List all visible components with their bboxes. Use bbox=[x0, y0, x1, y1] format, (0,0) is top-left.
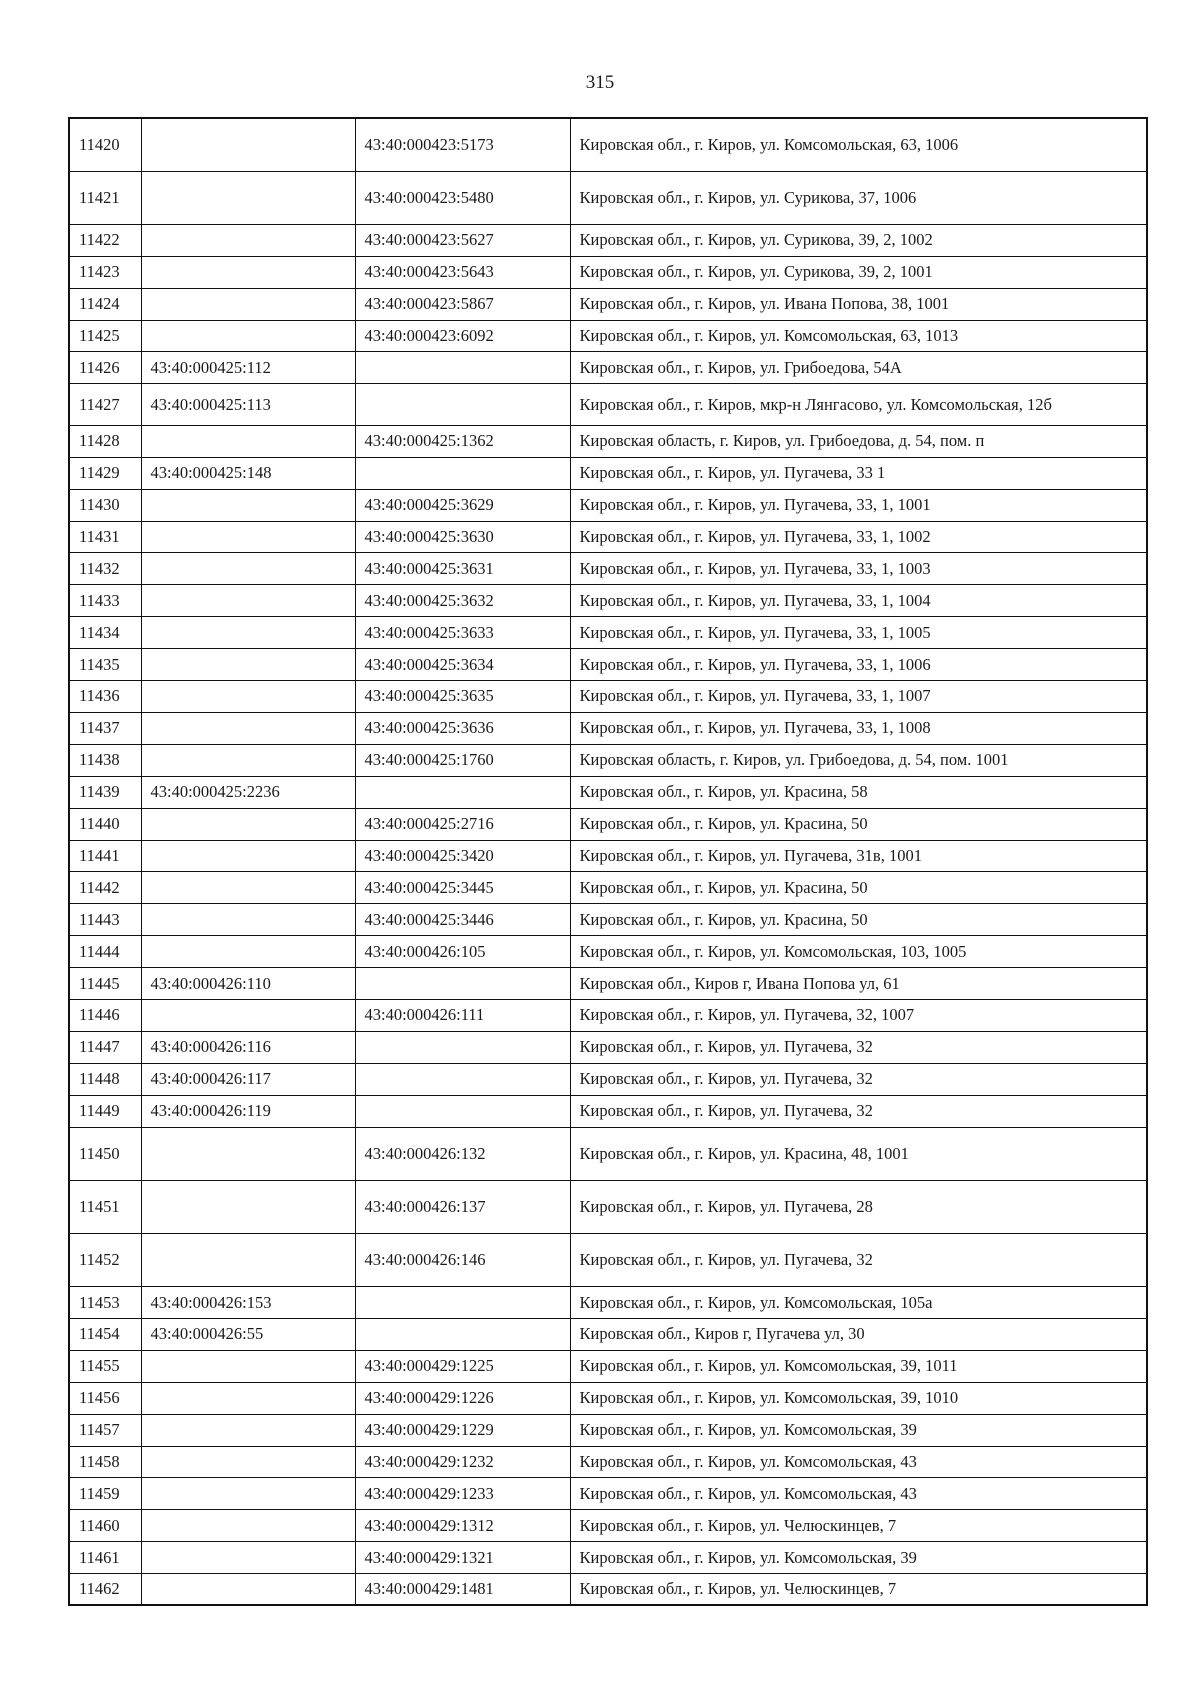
address-cell: Кировская обл., г. Киров, ул. Комсомольская, 39, 1011 bbox=[570, 1350, 1147, 1382]
cadastral-object-cell: 43:40:000423:5173 bbox=[355, 118, 570, 171]
row-number-cell: 11423 bbox=[69, 256, 141, 288]
row-number-cell: 11437 bbox=[69, 712, 141, 744]
cadastral-object-cell: 43:40:000425:3634 bbox=[355, 649, 570, 681]
cadastral-object-cell bbox=[355, 1318, 570, 1350]
row-number-cell: 11448 bbox=[69, 1063, 141, 1095]
cadastral-land-cell bbox=[141, 1350, 355, 1382]
cadastral-land-cell bbox=[141, 256, 355, 288]
address-cell: Кировская обл., г. Киров, мкр-н Лянгасово, ул. Комсомольская, 12б bbox=[570, 384, 1147, 426]
cadastral-land-cell bbox=[141, 1478, 355, 1510]
address-cell: Кировская обл., г. Киров, ул. Комсомольская, 103, 1005 bbox=[570, 936, 1147, 968]
address-cell: Кировская обл., г. Киров, ул. Сурикова, 39, 2, 1002 bbox=[570, 224, 1147, 256]
address-cell: Кировская обл., г. Киров, ул. Пугачева, 33, 1, 1002 bbox=[570, 521, 1147, 553]
cadastral-object-cell: 43:40:000425:3636 bbox=[355, 712, 570, 744]
address-cell: Кировская обл., г. Киров, ул. Комсомольская, 105а bbox=[570, 1287, 1147, 1319]
cadastral-land-cell bbox=[141, 617, 355, 649]
address-cell: Кировская обл., Киров г, Ивана Попова ул, 61 bbox=[570, 968, 1147, 1000]
address-cell: Кировская обл., г. Киров, ул. Пугачева, 32 bbox=[570, 1095, 1147, 1127]
address-cell: Кировская обл., г. Киров, ул. Пугачева, 33, 1, 1008 bbox=[570, 712, 1147, 744]
cadastral-land-cell: 43:40:000426:110 bbox=[141, 968, 355, 1000]
page-number: 315 bbox=[585, 72, 615, 93]
address-cell: Кировская обл., г. Киров, ул. Комсомольская, 43 bbox=[570, 1478, 1147, 1510]
cadastral-object-cell: 43:40:000425:1760 bbox=[355, 744, 570, 776]
cadastral-object-cell bbox=[355, 1095, 570, 1127]
cadastral-land-cell bbox=[141, 1382, 355, 1414]
row-number-cell: 11460 bbox=[69, 1510, 141, 1542]
cadastral-object-cell bbox=[355, 776, 570, 808]
cadastral-land-cell bbox=[141, 288, 355, 320]
cadastral-land-cell bbox=[141, 521, 355, 553]
table-row bbox=[69, 224, 1147, 256]
cadastral-land-cell bbox=[141, 171, 355, 224]
cadastral-land-cell bbox=[141, 1414, 355, 1446]
cadastral-object-cell bbox=[355, 352, 570, 384]
address-cell: Кировская область, г. Киров, ул. Грибоедова, д. 54, пом. 1001 bbox=[570, 744, 1147, 776]
table-row bbox=[69, 1031, 1147, 1063]
cadastral-land-cell: 43:40:000426:153 bbox=[141, 1287, 355, 1319]
address-cell: Кировская обл., г. Киров, ул. Челюскинцев, 7 bbox=[570, 1510, 1147, 1542]
cadastral-object-cell bbox=[355, 968, 570, 1000]
cadastral-land-cell bbox=[141, 1233, 355, 1286]
cadastral-land-cell bbox=[141, 1180, 355, 1233]
row-number-cell: 11445 bbox=[69, 968, 141, 1000]
table-row bbox=[69, 617, 1147, 649]
cadastral-object-cell: 43:40:000425:1362 bbox=[355, 425, 570, 457]
address-cell: Кировская обл., г. Киров, ул. Челюскинцев, 7 bbox=[570, 1574, 1147, 1606]
row-number-cell: 11427 bbox=[69, 384, 141, 426]
table-row bbox=[69, 840, 1147, 872]
cadastral-object-cell: 43:40:000426:111 bbox=[355, 999, 570, 1031]
cadastral-object-cell: 43:40:000423:5627 bbox=[355, 224, 570, 256]
cadastral-land-cell bbox=[141, 872, 355, 904]
cadastral-land-cell bbox=[141, 1446, 355, 1478]
row-number-cell: 11429 bbox=[69, 457, 141, 489]
address-cell: Кировская обл., г. Киров, ул. Пугачева, 33, 1, 1004 bbox=[570, 585, 1147, 617]
address-cell: Кировская обл., г. Киров, ул. Красина, 50 bbox=[570, 904, 1147, 936]
row-number-cell: 11420 bbox=[69, 118, 141, 171]
cadastral-object-cell bbox=[355, 384, 570, 426]
table-row bbox=[69, 681, 1147, 713]
cadastral-object-cell: 43:40:000425:3420 bbox=[355, 840, 570, 872]
row-number-cell: 11430 bbox=[69, 489, 141, 521]
row-number-cell: 11442 bbox=[69, 872, 141, 904]
cadastral-land-cell: 43:40:000425:2236 bbox=[141, 776, 355, 808]
cadastral-land-cell bbox=[141, 489, 355, 521]
cadastral-object-cell: 43:40:000429:1229 bbox=[355, 1414, 570, 1446]
cadastral-land-cell bbox=[141, 744, 355, 776]
cadastral-object-cell: 43:40:000426:132 bbox=[355, 1127, 570, 1180]
table-row bbox=[69, 1414, 1147, 1446]
address-cell: Кировская обл., г. Киров, ул. Красина, 58 bbox=[570, 776, 1147, 808]
table-row bbox=[69, 712, 1147, 744]
cadastral-object-cell: 43:40:000429:1233 bbox=[355, 1478, 570, 1510]
cadastral-land-cell bbox=[141, 904, 355, 936]
cadastral-object-cell bbox=[355, 1063, 570, 1095]
address-cell: Кировская обл., г. Киров, ул. Пугачева, 31в, 1001 bbox=[570, 840, 1147, 872]
cadastral-object-cell: 43:40:000425:3445 bbox=[355, 872, 570, 904]
address-cell: Кировская обл., г. Киров, ул. Пугачева, 33, 1, 1006 bbox=[570, 649, 1147, 681]
address-cell: Кировская обл., г. Киров, ул. Пугачева, 33, 1, 1001 bbox=[570, 489, 1147, 521]
table-row bbox=[69, 904, 1147, 936]
row-number-cell: 11428 bbox=[69, 425, 141, 457]
cadastral-land-cell bbox=[141, 1574, 355, 1606]
cadastral-land-cell bbox=[141, 936, 355, 968]
row-number-cell: 11432 bbox=[69, 553, 141, 585]
cadastral-object-cell: 43:40:000426:146 bbox=[355, 1233, 570, 1286]
cadastral-land-cell bbox=[141, 681, 355, 713]
cadastral-land-cell: 43:40:000426:117 bbox=[141, 1063, 355, 1095]
row-number-cell: 11424 bbox=[69, 288, 141, 320]
cadastral-land-cell bbox=[141, 553, 355, 585]
registry-table bbox=[68, 117, 1148, 1606]
cadastral-object-cell: 43:40:000426:105 bbox=[355, 936, 570, 968]
cadastral-land-cell: 43:40:000425:148 bbox=[141, 457, 355, 489]
cadastral-land-cell bbox=[141, 649, 355, 681]
table-row bbox=[69, 872, 1147, 904]
row-number-cell: 11453 bbox=[69, 1287, 141, 1319]
table-row bbox=[69, 489, 1147, 521]
cadastral-object-cell: 43:40:000423:5480 bbox=[355, 171, 570, 224]
row-number-cell: 11440 bbox=[69, 808, 141, 840]
table-row bbox=[69, 1350, 1147, 1382]
address-cell: Кировская обл., Киров г, Пугачева ул, 30 bbox=[570, 1318, 1147, 1350]
cadastral-object-cell bbox=[355, 457, 570, 489]
row-number-cell: 11454 bbox=[69, 1318, 141, 1350]
cadastral-object-cell: 43:40:000429:1225 bbox=[355, 1350, 570, 1382]
table-row bbox=[69, 352, 1147, 384]
address-cell: Кировская обл., г. Киров, ул. Пугачева, 32, 1007 bbox=[570, 999, 1147, 1031]
cadastral-object-cell: 43:40:000429:1312 bbox=[355, 1510, 570, 1542]
cadastral-land-cell: 43:40:000426:119 bbox=[141, 1095, 355, 1127]
address-cell: Кировская обл., г. Киров, ул. Пугачева, 28 bbox=[570, 1180, 1147, 1233]
row-number-cell: 11452 bbox=[69, 1233, 141, 1286]
address-cell: Кировская обл., г. Киров, ул. Сурикова, 37, 1006 bbox=[570, 171, 1147, 224]
table-row bbox=[69, 384, 1147, 426]
address-cell: Кировская обл., г. Киров, ул. Пугачева, 33 1 bbox=[570, 457, 1147, 489]
table-row bbox=[69, 999, 1147, 1031]
address-cell: Кировская обл., г. Киров, ул. Сурикова, 39, 2, 1001 bbox=[570, 256, 1147, 288]
address-cell: Кировская обл., г. Киров, ул. Пугачева, 32 bbox=[570, 1031, 1147, 1063]
cadastral-land-cell bbox=[141, 425, 355, 457]
cadastral-land-cell bbox=[141, 1542, 355, 1574]
cadastral-object-cell: 43:40:000425:3635 bbox=[355, 681, 570, 713]
row-number-cell: 11436 bbox=[69, 681, 141, 713]
cadastral-object-cell: 43:40:000425:3631 bbox=[355, 553, 570, 585]
table-row bbox=[69, 553, 1147, 585]
cadastral-object-cell: 43:40:000429:1232 bbox=[355, 1446, 570, 1478]
cadastral-object-cell: 43:40:000425:3630 bbox=[355, 521, 570, 553]
table-row bbox=[69, 1063, 1147, 1095]
address-cell: Кировская обл., г. Киров, ул. Комсомольская, 43 bbox=[570, 1446, 1147, 1478]
address-cell: Кировская обл., г. Киров, ул. Комсомольская, 63, 1006 bbox=[570, 118, 1147, 171]
row-number-cell: 11426 bbox=[69, 352, 141, 384]
table-row bbox=[69, 808, 1147, 840]
address-cell: Кировская обл., г. Киров, ул. Грибоедова, 54А bbox=[570, 352, 1147, 384]
cadastral-object-cell: 43:40:000429:1226 bbox=[355, 1382, 570, 1414]
address-cell: Кировская обл., г. Киров, ул. Красина, 48, 1001 bbox=[570, 1127, 1147, 1180]
table-row bbox=[69, 968, 1147, 1000]
cadastral-object-cell: 43:40:000425:3629 bbox=[355, 489, 570, 521]
row-number-cell: 11446 bbox=[69, 999, 141, 1031]
cadastral-land-cell bbox=[141, 840, 355, 872]
address-cell: Кировская обл., г. Киров, ул. Комсомольская, 63, 1013 bbox=[570, 320, 1147, 352]
row-number-cell: 11431 bbox=[69, 521, 141, 553]
table-row bbox=[69, 1318, 1147, 1350]
table-row bbox=[69, 288, 1147, 320]
table-row bbox=[69, 256, 1147, 288]
cadastral-land-cell bbox=[141, 118, 355, 171]
table-row bbox=[69, 1095, 1147, 1127]
cadastral-land-cell: 43:40:000425:112 bbox=[141, 352, 355, 384]
cadastral-land-cell bbox=[141, 585, 355, 617]
table-row bbox=[69, 776, 1147, 808]
table-row bbox=[69, 171, 1147, 224]
table-row bbox=[69, 744, 1147, 776]
row-number-cell: 11451 bbox=[69, 1180, 141, 1233]
row-number-cell: 11422 bbox=[69, 224, 141, 256]
cadastral-object-cell: 43:40:000426:137 bbox=[355, 1180, 570, 1233]
address-cell: Кировская обл., г. Киров, ул. Пугачева, 33, 1, 1003 bbox=[570, 553, 1147, 585]
cadastral-land-cell bbox=[141, 224, 355, 256]
cadastral-land-cell: 43:40:000425:113 bbox=[141, 384, 355, 426]
row-number-cell: 11439 bbox=[69, 776, 141, 808]
address-cell: Кировская обл., г. Киров, ул. Пугачева, 33, 1, 1005 bbox=[570, 617, 1147, 649]
row-number-cell: 11447 bbox=[69, 1031, 141, 1063]
row-number-cell: 11459 bbox=[69, 1478, 141, 1510]
cadastral-object-cell bbox=[355, 1287, 570, 1319]
table-row bbox=[69, 425, 1147, 457]
table-row bbox=[69, 1233, 1147, 1286]
table-row bbox=[69, 1574, 1147, 1606]
table-row bbox=[69, 457, 1147, 489]
table-row bbox=[69, 1446, 1147, 1478]
row-number-cell: 11433 bbox=[69, 585, 141, 617]
row-number-cell: 11458 bbox=[69, 1446, 141, 1478]
row-number-cell: 11421 bbox=[69, 171, 141, 224]
cadastral-object-cell bbox=[355, 1031, 570, 1063]
address-cell: Кировская обл., г. Киров, ул. Красина, 50 bbox=[570, 872, 1147, 904]
address-cell: Кировская обл., г. Киров, ул. Пугачева, 32 bbox=[570, 1233, 1147, 1286]
cadastral-land-cell bbox=[141, 712, 355, 744]
address-cell: Кировская обл., г. Киров, ул. Пугачева, 32 bbox=[570, 1063, 1147, 1095]
cadastral-object-cell: 43:40:000423:6092 bbox=[355, 320, 570, 352]
table-row bbox=[69, 1542, 1147, 1574]
table-row bbox=[69, 1382, 1147, 1414]
row-number-cell: 11462 bbox=[69, 1574, 141, 1606]
table-row bbox=[69, 936, 1147, 968]
table-row bbox=[69, 118, 1147, 171]
cadastral-object-cell: 43:40:000425:3446 bbox=[355, 904, 570, 936]
table-row bbox=[69, 585, 1147, 617]
cadastral-land-cell: 43:40:000426:116 bbox=[141, 1031, 355, 1063]
cadastral-object-cell: 43:40:000425:2716 bbox=[355, 808, 570, 840]
table-row bbox=[69, 1510, 1147, 1542]
cadastral-object-cell: 43:40:000423:5643 bbox=[355, 256, 570, 288]
cadastral-land-cell bbox=[141, 1510, 355, 1542]
row-number-cell: 11443 bbox=[69, 904, 141, 936]
address-cell: Кировская область, г. Киров, ул. Грибоедова, д. 54, пом. п bbox=[570, 425, 1147, 457]
cadastral-land-cell bbox=[141, 999, 355, 1031]
row-number-cell: 11456 bbox=[69, 1382, 141, 1414]
table-row bbox=[69, 521, 1147, 553]
address-cell: Кировская обл., г. Киров, ул. Пугачева, 33, 1, 1007 bbox=[570, 681, 1147, 713]
address-cell: Кировская обл., г. Киров, ул. Комсомольская, 39, 1010 bbox=[570, 1382, 1147, 1414]
table-row bbox=[69, 649, 1147, 681]
address-cell: Кировская обл., г. Киров, ул. Красина, 50 bbox=[570, 808, 1147, 840]
address-cell: Кировская обл., г. Киров, ул. Ивана Попова, 38, 1001 bbox=[570, 288, 1147, 320]
row-number-cell: 11455 bbox=[69, 1350, 141, 1382]
cadastral-land-cell bbox=[141, 320, 355, 352]
row-number-cell: 11441 bbox=[69, 840, 141, 872]
table-row bbox=[69, 1287, 1147, 1319]
cadastral-land-cell: 43:40:000426:55 bbox=[141, 1318, 355, 1350]
address-cell: Кировская обл., г. Киров, ул. Комсомольская, 39 bbox=[570, 1414, 1147, 1446]
row-number-cell: 11449 bbox=[69, 1095, 141, 1127]
cadastral-land-cell bbox=[141, 1127, 355, 1180]
row-number-cell: 11461 bbox=[69, 1542, 141, 1574]
row-number-cell: 11434 bbox=[69, 617, 141, 649]
cadastral-object-cell: 43:40:000423:5867 bbox=[355, 288, 570, 320]
row-number-cell: 11438 bbox=[69, 744, 141, 776]
row-number-cell: 11435 bbox=[69, 649, 141, 681]
table-row bbox=[69, 1127, 1147, 1180]
table-row bbox=[69, 320, 1147, 352]
registry-table-body bbox=[69, 118, 1147, 1605]
cadastral-object-cell: 43:40:000425:3632 bbox=[355, 585, 570, 617]
row-number-cell: 11450 bbox=[69, 1127, 141, 1180]
row-number-cell: 11457 bbox=[69, 1414, 141, 1446]
cadastral-object-cell: 43:40:000429:1321 bbox=[355, 1542, 570, 1574]
table-row bbox=[69, 1478, 1147, 1510]
cadastral-land-cell bbox=[141, 808, 355, 840]
row-number-cell: 11425 bbox=[69, 320, 141, 352]
address-cell: Кировская обл., г. Киров, ул. Комсомольская, 39 bbox=[570, 1542, 1147, 1574]
row-number-cell: 11444 bbox=[69, 936, 141, 968]
cadastral-object-cell: 43:40:000425:3633 bbox=[355, 617, 570, 649]
cadastral-object-cell: 43:40:000429:1481 bbox=[355, 1574, 570, 1606]
table-row bbox=[69, 1180, 1147, 1233]
